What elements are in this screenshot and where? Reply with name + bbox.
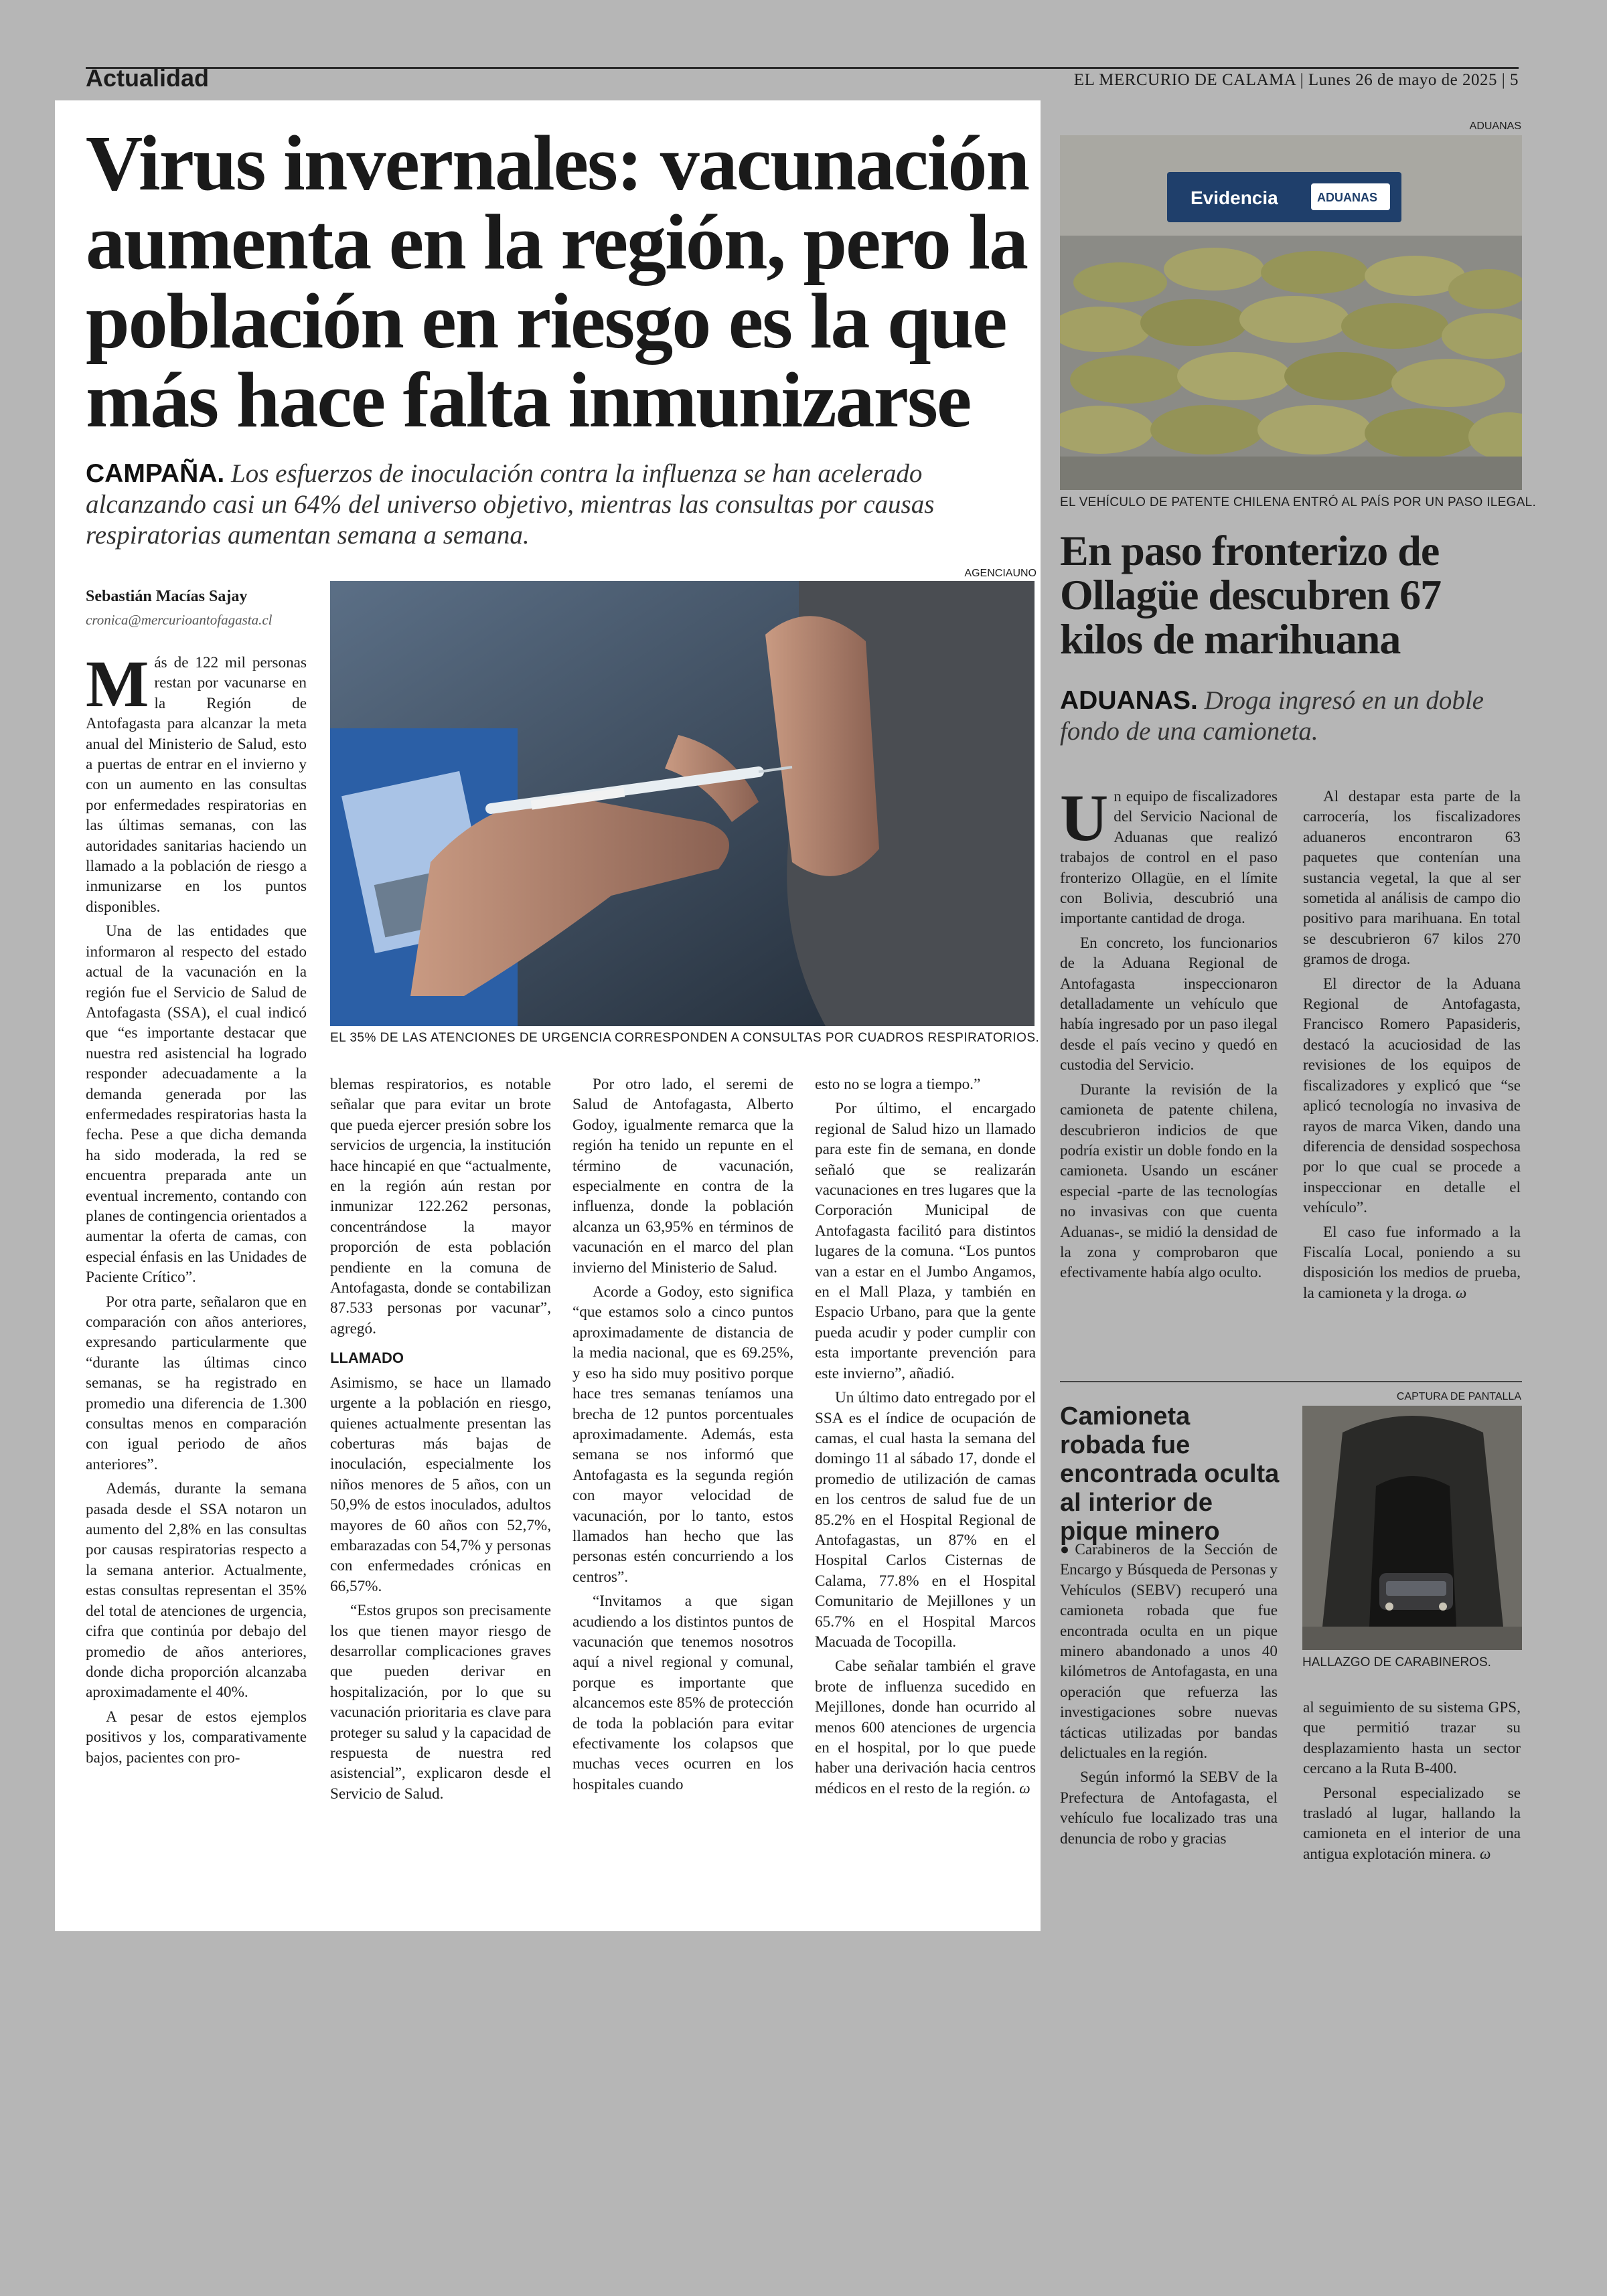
seized-drugs-photo [1060,135,1522,490]
article-column [1060,1540,1278,1853]
paragraph: En concreto, los funcionarios de la Aduana Regional de Antofagasta inspeccionaron detalladamente un vehículo que había ingresado por un paso ilegal desde el país vecino y quedó en custodia del Servicio. [1060,934,1278,1074]
photo-caption: HALLAZGO DE CARABINEROS. [1302,1655,1491,1669]
article-column [1060,781,1278,1287]
main-headline: Virus invernales: vacunación aumenta en la región, pero la población en riesgo es la que más hace falta inmunizarse [86,119,1029,444]
main-lede-text: Los esfuerzos de inoculación contra la influenza se han acelerado alcanzando casi un 64% del universo objetivo, mientras las consultas por causas respiratorias aumentan semana a semana. [86,459,935,550]
paragraph: A pesar de estos ejemplos positivos y los, comparativamente bajos, pacientes con pro- [86,1708,307,1767]
paragraph: blemas respiratorios, es notable señalar que para evitar un brote que pueda ejercer presión sobre los servicios de urgencia, la institución hace hincapié en que “actualmente, en la región aún restan por inmunizar 122.262 personas, concentrándose la mayor proporción de esta población pendiente en la comuna de Antofagasta, donde se contabilizan 87.533 personas por vacunar”, agregó. [330,1076,551,1337]
paragraph: Un último dato entregado por el SSA es el índice de ocupación de camas, el cual hasta la semana del domingo 11 al sábado 17, donde el promedio de utilización de camas en los centros de salud fue de un 85.2% en el Hospital Regional de Antofagastas, un 87% en el Hospital Carlos Cisternas de Calama, 77.8% en el Hospital Comunitario de Mejillones y un 65.7% en el Hospital Marcos Macuada de Tocopilla. [815,1389,1036,1651]
paragraph: Según informó la SEBV de la Prefectura de Antofagasta, el vehículo fue localizado tras una denuncia de robo y gracias [1060,1769,1278,1848]
article-column-1 [86,647,307,1772]
sign-brand: ADUANAS [1317,191,1377,204]
vaccination-photo [330,581,1035,1026]
sign-text: Evidencia [1191,187,1278,208]
masthead: EL MERCURIO DE CALAMA | Lunes 26 de mayo de 2025 | 5 [1073,71,1519,89]
paragraph: Acorde a Godoy, esto significa “que estamos solo a cinco puntos aproximadamente de distancia de la media nacional, que es 69.25%, y eso ha sido muy positivo porque hace tres semanas teníamos una brecha de 12 puntos porcentuales aproximadamente. Además, esta semana se nos informó que Antofagasta es la segunda región con mayor velocidad de vacunación, por lo tanto, estos llamados han hecho que las personas estén concurriendo a los centros”. [572,1283,793,1586]
paragraph: ●Carabineros de la Sección de Encargo y Búsqueda de Personas y Vehículos (SEBV) recuperó una camioneta robada que fue encontrada oculta en un pique minero abandonado a unos 40 kilómetros de Antofagasta, en una operación que refuerza las investigaciones sobre nuevas tácticas utilizadas por bandas delictuales en la región. [1060,1541,1278,1762]
article-column-4 [815,1074,1036,1803]
paragraph: Por otra parte, señalaron que en comparación con años anteriores, expresando particularmente que “durante las últimas cinco semanas, se ha registrado en promedio una diferencia de 1.300 consultas menos en comparación con igual periodo de años anteriores”. [86,1293,307,1473]
paragraph: al seguimiento de su sistema GPS, que permitió trazar su desplazamiento hasta un sector cercano a la Ruta B-400. [1303,1699,1521,1778]
article-kicker: ADUANAS. [1060,686,1198,715]
photo-credit: ADUANAS [1469,120,1521,132]
section-label: Actualidad [86,64,210,92]
header-rule [86,67,1519,69]
main-lede [86,459,1003,551]
subhead: LLAMADO [330,1349,404,1367]
end-mark: ω [1455,1284,1467,1302]
paragraph: Personal especializado se trasladó al lugar, hallando la camioneta en el interior de una antigua explotación minera. ω [1303,1784,1521,1863]
paragraph: n equipo de fiscalizadores del Servicio Nacional de Aduanas que realizó trabajos de control en el paso fronterizo Ollagüe, en el límite con Bolivia, descubrió una importante cantidad de droga. [1060,788,1278,928]
article-lede [1060,685,1515,747]
article-column-3 [572,1074,793,1799]
paragraph: esto no se logra a tiempo.” [815,1076,981,1093]
paragraph: Al destapar esta parte de la carrocería, los fiscalizadores aduaneros encontraron 63 paquetes que contenían una sustancia vegetal, la que al ser sometida al análisis de campo dio positivo para marihuana. En total se descubrieron 67 kilos 270 gramos de droga. [1303,788,1521,969]
article-headline: Camioneta robada fue encontrada oculta al interior de pique minero [1060,1402,1280,1546]
drug-packages-illustration [1060,135,1522,490]
author-email: cronica@mercurioantofagasta.cl [86,612,273,628]
paragraph: Durante la revisión de la camioneta de patente chilena, descubrieron indicios de que podría existir un doble fondo en la camioneta. Usando un escáner especial -parte de las tecnologías no invasivas con que cuenta Aduanas-, se midió la densidad de la zona y comprobaron que efectivamente había algo oculto. [1060,1080,1278,1282]
article-column-2 [330,1074,551,1808]
paragraph: El director de la Aduana Regional de Antofagasta, Francisco Romero Papasideris, destacó la acuciosidad de las revisiones de los equipos de fiscalizadores y explicó que “se aplicó tecnología no invasiva de rayos de marca Viken, dando una diferencia de densidad sospechosa por lo que cual se procede a inspeccionar en detalle el vehículo”. [1303,975,1521,1217]
article-column [1303,1698,1521,1868]
article-headline: En paso fronterizo de Ollagüe descubren 67 kilos de marihuana [1060,527,1442,663]
paragraph: Asimismo, se hace un llamado urgente a la población en riesgo, quienes actualmente presentan las coberturas más bajas de inoculación, especialmente los niños menores de 5 años, con un 50,9% de estos inoculados, adultos mayores de 60 años con 52,7%, embarazadas con 54,7% y personas con enfermedades crónicas en 66,57%. [330,1374,551,1595]
author-name: Sebastián Macías Sajay [86,588,248,605]
photo-credit: AGENCIAUNO [964,568,1037,579]
article-lede-text: Droga ingresó en un doble fondo de una camioneta. [1060,686,1484,746]
photo-caption: EL 35% DE LAS ATENCIONES DE URGENCIA CORRESPONDEN A CONSULTAS POR CUADROS RESPIRATORIOS. [330,1031,1040,1045]
photo-credit: CAPTURA DE PANTALLA [1396,1391,1521,1402]
dropcap: U [1060,781,1109,855]
mine-tunnel-illustration [1302,1406,1522,1650]
dropcap: M [86,647,149,721]
main-kicker: CAMPAÑA. [86,459,225,488]
paragraph: “Estos grupos son precisamente los que tienen mayor riesgo de desarrollar complicaciones graves que pueden derivar en hospitalización, por lo que su vacunación prioritaria es clave para proteger su salud y la capacidad de respuesta de nuestra red asistencial”, explicaron desde el Servicio de Salud. [330,1602,551,1803]
photo-caption: EL VEHÍCULO DE PATENTE CHILENA ENTRÓ AL PAÍS POR UN PASO ILEGAL. [1060,495,1537,509]
divider [1060,1381,1522,1382]
paragraph: “Invitamos a que sigan acudiendo a los distintos puntos de vacunación que tenemos nosotros aquí a nivel regional y comunal, porque es importante que alcancemos este 85% de protección de toda la población para evitar efectivamente los colapsos que muchas veces ocurren en los hospitales cuando [572,1592,793,1793]
mine-tunnel-photo [1302,1406,1522,1650]
paragraph: Por otro lado, el seremi de Salud de Antofagasta, Alberto Godoy, igualmente remarca que la región ha tenido un repunte en el término de vacunación, especialmente en contra de la influenza, donde la población alcanza un 63,95% en términos de vacunación en el marco del plan invierno del Ministerio de Salud. [572,1076,793,1277]
paragraph: Por último, el encargado regional de Salud hizo un llamado para este fin de semana, en donde señaló que se realizarán vacunaciones en tres lugares que la Corporación Municipal de Antofagasta facilitó para distintos lugares de la comuna. “Los puntos van a estar en el Jumbo Angamos, en el Mall Plaza, y también en Espacio Urbano, para que la gente pueda acudir y poder cumplir con esta importante prevención para este invierno”, añadió. [815,1100,1036,1382]
paragraph: Cabe señalar también el grave brote de influenza sucedido en Mejillones, donde han ocurrido al menos 600 atenciones de urgencia en el hospital, por lo que puede haber una derivación hacia centros médicos en el resto de la región. ω [815,1657,1036,1797]
vaccination-illustration [330,581,1035,1026]
paragraph: Una de las entidades que informaron al respecto del estado actual de la vacunación en la región fue el Servicio de Salud de Antofagasta (SSA), el cual indicó que “es importante destacar que nuestra red asistencial ha logrado responder adecuadamente a la demanda generada por las enfermedades respiratorias hasta la fecha. Pese a que dicha demanda ha sido moderada, la red se encuentra preparada ante un eventual incremento, contando con planes de contingencia orientados a aumentar la oferta de camas, con especial énfasis en las Unidades de Paciente Crítico”. [86,922,307,1287]
end-mark: ω [1019,1779,1030,1797]
paragraph: ás de 122 mil personas restan por vacunarse en la Región de Antofagasta para alcanzar la meta anual del Ministerio de Salud, esto a puertas de entrar en el invierno y con un aumento en las consultas por enfermedades respiratorias en las últimas semanas, con las autoridades sanitarias haciendo un llamado a la población de riesgo a inmunizarse en los puntos disponibles. [86,654,307,916]
end-mark: ω [1479,1845,1491,1863]
paragraph: Además, durante la semana pasada desde el SSA notaron un aumento del 2,8% en las consultas por causas respiratorias respecto a la semana anterior. Actualmente, estas consultas representan el 35% del total de atenciones de urgencia, cifra que continúa por debajo del promedio de años anteriores, donde dicha proporción alcanzaba aproximadamente el 40%. [86,1480,307,1702]
paragraph: El caso fue informado a la Fiscalía Local, poniendo a su disposición los medios de prueba, la camioneta y la droga. ω [1303,1223,1521,1302]
article-column [1303,787,1521,1307]
